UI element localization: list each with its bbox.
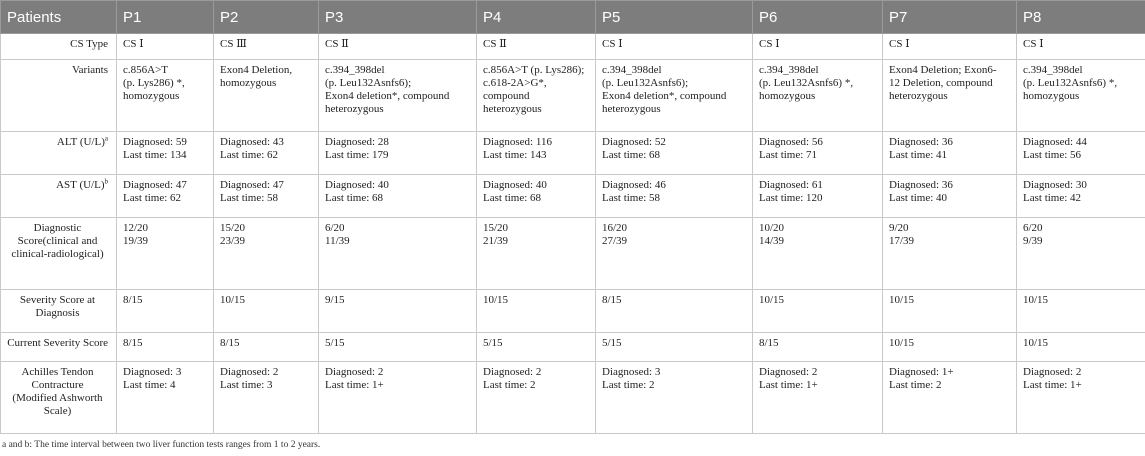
cell-line: CS Ⅰ: [602, 38, 746, 51]
table-cell: [117, 175, 214, 218]
cell-line: heterozygous: [889, 90, 1010, 103]
table-cell: [117, 290, 214, 333]
cell-line: Diagnosed: 59: [123, 136, 207, 149]
cell-line: CS Ⅲ: [220, 38, 312, 51]
cell-line: Last time: 56: [1023, 149, 1139, 162]
header-p5: P5: [596, 1, 753, 34]
header-p6: P6: [753, 1, 883, 34]
cell-line: Last time: 68: [483, 192, 589, 205]
table-cell: [753, 34, 883, 60]
table-cell: [477, 132, 596, 175]
cell-line: 11/39: [325, 235, 470, 248]
table-cell: [1017, 175, 1145, 218]
row-label-text: ALT (U/L): [57, 136, 105, 148]
cell-line: Last time: 143: [483, 149, 589, 162]
table-row: [1, 175, 1145, 218]
cell-line: 15/20: [220, 222, 312, 235]
table-cell: [1017, 132, 1145, 175]
cell-line: 10/15: [220, 294, 312, 307]
table-cell: [214, 60, 319, 132]
table-cell: [883, 175, 1017, 218]
table-cell: [477, 60, 596, 132]
row-label-line: Achilles Tendon: [7, 366, 108, 379]
cell-line: 21/39: [483, 235, 589, 248]
cell-line: Last time: 2: [483, 379, 589, 392]
table-cell: [214, 290, 319, 333]
table-cell: [1017, 218, 1145, 290]
row-label-line: clinical-radiological): [7, 248, 108, 261]
table-cell: [883, 333, 1017, 362]
cell-line: Diagnosed: 44: [1023, 136, 1139, 149]
cell-line: (p. Leu132Asnfs6) *,: [759, 77, 876, 90]
cell-line: compound: [483, 90, 589, 103]
cell-line: Diagnosed: 1+: [889, 366, 1010, 379]
header-p4: P4: [477, 1, 596, 34]
cell-line: 12 Deletion, compound: [889, 77, 1010, 90]
cell-line: (p. Lys286) *,: [123, 77, 207, 90]
table-cell: [477, 175, 596, 218]
table-cell: [883, 60, 1017, 132]
header-p7: P7: [883, 1, 1017, 34]
header-p8: P8: [1017, 1, 1145, 34]
row-label: [1, 60, 117, 132]
table-cell: [753, 60, 883, 132]
cell-line: Diagnosed: 2: [220, 366, 312, 379]
cell-line: 6/20: [325, 222, 470, 235]
cell-line: 5/15: [483, 337, 589, 350]
table-cell: [319, 60, 477, 132]
row-label-line: Diagnosis: [7, 307, 108, 320]
cell-line: Last time: 3: [220, 379, 312, 392]
table-cell: [214, 333, 319, 362]
row-label: [1, 333, 117, 362]
table-row: [1, 362, 1145, 434]
table-cell: [319, 362, 477, 434]
table-cell: [596, 175, 753, 218]
table-cell: [1017, 362, 1145, 434]
row-label-line: (Modified Ashworth: [7, 392, 108, 405]
cell-line: Last time: 58: [220, 192, 312, 205]
cell-line: 8/15: [220, 337, 312, 350]
row-label: [1, 34, 117, 60]
row-label: [1, 218, 117, 290]
footnote: a and b: The time interval between two liver function tests ranges from 1 to 2 years.: [0, 434, 1145, 456]
table-cell: [214, 362, 319, 434]
cell-line: Diagnosed: 2: [483, 366, 589, 379]
cell-line: Last time: 2: [889, 379, 1010, 392]
header-p2: P2: [214, 1, 319, 34]
cell-line: Last time: 42: [1023, 192, 1139, 205]
cell-line: homozygous: [759, 90, 876, 103]
cell-line: (p. Leu132Asnfs6);: [602, 77, 746, 90]
header-row: [1, 1, 1145, 34]
cell-line: c.394_398del: [325, 64, 470, 77]
cell-line: Diagnosed: 46: [602, 179, 746, 192]
cell-line: 10/15: [889, 337, 1010, 350]
table-cell: [1017, 34, 1145, 60]
cell-line: CS Ⅰ: [759, 38, 876, 51]
cell-line: Last time: 71: [759, 149, 876, 162]
cell-line: homozygous: [220, 77, 312, 90]
cell-line: c.394_398del: [1023, 64, 1139, 77]
cell-line: Diagnosed: 116: [483, 136, 589, 149]
cell-line: Diagnosed: 36: [889, 179, 1010, 192]
table-cell: [596, 290, 753, 333]
table-cell: [477, 34, 596, 60]
cell-line: Last time: 62: [123, 192, 207, 205]
cell-line: 10/15: [759, 294, 876, 307]
table-cell: [753, 290, 883, 333]
table-cell: [596, 333, 753, 362]
table-cell: [477, 333, 596, 362]
cell-line: Diagnosed: 2: [1023, 366, 1139, 379]
cell-line: CS Ⅱ: [325, 38, 470, 51]
cell-line: Diagnosed: 40: [483, 179, 589, 192]
cell-line: Diagnosed: 40: [325, 179, 470, 192]
table-cell: [753, 132, 883, 175]
cell-line: 5/15: [325, 337, 470, 350]
cell-line: Diagnosed: 43: [220, 136, 312, 149]
cell-line: Last time: 58: [602, 192, 746, 205]
table-cell: [319, 333, 477, 362]
table-cell: [596, 362, 753, 434]
cell-line: Diagnosed: 61: [759, 179, 876, 192]
table-cell: [214, 175, 319, 218]
cell-line: (p. Leu132Asnfs6);: [325, 77, 470, 90]
cell-line: c.394_398del: [759, 64, 876, 77]
cell-line: Diagnosed: 3: [123, 366, 207, 379]
cell-line: Last time: 134: [123, 149, 207, 162]
table-cell: [319, 34, 477, 60]
cell-line: Diagnosed: 2: [759, 366, 876, 379]
cell-line: CS Ⅰ: [889, 38, 1010, 51]
cell-line: Last time: 179: [325, 149, 470, 162]
header-patients: Patients: [1, 1, 117, 34]
cell-line: Diagnosed: 2: [325, 366, 470, 379]
cell-line: 16/20: [602, 222, 746, 235]
cell-line: 12/20: [123, 222, 207, 235]
table-cell: [319, 175, 477, 218]
table-cell: [319, 218, 477, 290]
cell-line: (p. Leu132Asnfs6) *,: [1023, 77, 1139, 90]
cell-line: Last time: 40: [889, 192, 1010, 205]
cell-line: Diagnosed: 36: [889, 136, 1010, 149]
cell-line: Diagnosed: 47: [220, 179, 312, 192]
cell-line: 10/15: [889, 294, 1010, 307]
table-row: [1, 333, 1145, 362]
cell-line: 23/39: [220, 235, 312, 248]
table-cell: [883, 218, 1017, 290]
cell-line: Exon4 Deletion,: [220, 64, 312, 77]
row-label-line: Scale): [7, 405, 108, 418]
table-cell: [214, 218, 319, 290]
cell-line: CS Ⅰ: [1023, 38, 1139, 51]
cell-line: Diagnosed: 56: [759, 136, 876, 149]
cell-line: 17/39: [889, 235, 1010, 248]
footnote-marker: a: [105, 134, 108, 142]
table-cell: [883, 132, 1017, 175]
table-cell: [477, 218, 596, 290]
cell-line: 8/15: [123, 337, 207, 350]
cell-line: Last time: 2: [602, 379, 746, 392]
table-cell: [596, 60, 753, 132]
cell-line: Exon4 deletion*, compound: [602, 90, 746, 103]
cell-line: c.856A>T (p. Lys286);: [483, 64, 589, 77]
cell-line: 9/20: [889, 222, 1010, 235]
cell-line: Diagnosed: 52: [602, 136, 746, 149]
cell-line: 5/15: [602, 337, 746, 350]
table-row: [1, 60, 1145, 132]
row-label-text: Current Severity Score: [7, 337, 108, 349]
row-label-text: AST (U/L): [56, 179, 104, 191]
cell-line: Diagnosed: 30: [1023, 179, 1139, 192]
table-cell: [753, 362, 883, 434]
row-label: [1, 290, 117, 333]
cell-line: Last time: 1+: [1023, 379, 1139, 392]
header-p1: P1: [117, 1, 214, 34]
table-cell: [477, 290, 596, 333]
cell-line: CS Ⅰ: [123, 38, 207, 51]
row-label-line: Score(clinical and: [7, 235, 108, 248]
table-cell: [117, 132, 214, 175]
table-cell: [117, 362, 214, 434]
cell-line: Exon4 Deletion; Exon6-: [889, 64, 1010, 77]
cell-line: 27/39: [602, 235, 746, 248]
cell-line: 9/15: [325, 294, 470, 307]
row-label: [1, 175, 117, 218]
table-cell: [1017, 333, 1145, 362]
cell-line: 10/20: [759, 222, 876, 235]
table-row: [1, 218, 1145, 290]
cell-line: 10/15: [1023, 294, 1139, 307]
row-label-line: Contracture: [7, 379, 108, 392]
cell-line: homozygous: [123, 90, 207, 103]
cell-line: Diagnosed: 28: [325, 136, 470, 149]
table-row: [1, 34, 1145, 60]
table-cell: [596, 132, 753, 175]
row-label: [1, 362, 117, 434]
table-cell: [214, 34, 319, 60]
table-cell: [477, 362, 596, 434]
cell-line: 10/15: [483, 294, 589, 307]
table-row: [1, 132, 1145, 175]
cell-line: 9/39: [1023, 235, 1139, 248]
cell-line: Last time: 41: [889, 149, 1010, 162]
table-cell: [214, 132, 319, 175]
table-cell: [753, 218, 883, 290]
cell-line: Diagnosed: 47: [123, 179, 207, 192]
cell-line: CS Ⅱ: [483, 38, 589, 51]
cell-line: homozygous: [1023, 90, 1139, 103]
cell-line: Last time: 4: [123, 379, 207, 392]
cell-line: c.618-2A>G*,: [483, 77, 589, 90]
cell-line: 19/39: [123, 235, 207, 248]
table-cell: [596, 34, 753, 60]
table-cell: [1017, 60, 1145, 132]
table-cell: [753, 175, 883, 218]
cell-line: heterozygous: [602, 103, 746, 116]
cell-line: 14/39: [759, 235, 876, 248]
table-body: [1, 34, 1145, 434]
cell-line: 15/20: [483, 222, 589, 235]
table-cell: [117, 60, 214, 132]
cell-line: 8/15: [123, 294, 207, 307]
table-cell: [883, 34, 1017, 60]
cell-line: Last time: 120: [759, 192, 876, 205]
cell-line: c.394_398del: [602, 64, 746, 77]
cell-line: Diagnosed: 3: [602, 366, 746, 379]
cell-line: heterozygous: [483, 103, 589, 116]
cell-line: Last time: 1+: [759, 379, 876, 392]
row-label-text: CS Type: [70, 38, 108, 50]
table-cell: [883, 290, 1017, 333]
table-row: [1, 290, 1145, 333]
footnote-marker: b: [105, 177, 109, 185]
row-label-line: Diagnostic: [7, 222, 108, 235]
cell-line: Last time: 1+: [325, 379, 470, 392]
cell-line: 8/15: [759, 337, 876, 350]
table-cell: [596, 218, 753, 290]
table-cell: [883, 362, 1017, 434]
cell-line: 10/15: [1023, 337, 1139, 350]
cell-line: 6/20: [1023, 222, 1139, 235]
table-cell: [753, 333, 883, 362]
cell-line: Last time: 68: [602, 149, 746, 162]
cell-line: Last time: 68: [325, 192, 470, 205]
row-label: [1, 132, 117, 175]
cell-line: Exon4 deletion*, compound: [325, 90, 470, 103]
table-cell: [1017, 290, 1145, 333]
cell-line: heterozygous: [325, 103, 470, 116]
row-label-line: Severity Score at: [7, 294, 108, 307]
row-label-text: Variants: [72, 64, 108, 76]
table-cell: [117, 34, 214, 60]
table-cell: [117, 218, 214, 290]
header-p3: P3: [319, 1, 477, 34]
table-cell: [319, 132, 477, 175]
cell-line: 8/15: [602, 294, 746, 307]
table-cell: [117, 333, 214, 362]
table-cell: [319, 290, 477, 333]
cell-line: c.856A>T: [123, 64, 207, 77]
cell-line: Last time: 62: [220, 149, 312, 162]
